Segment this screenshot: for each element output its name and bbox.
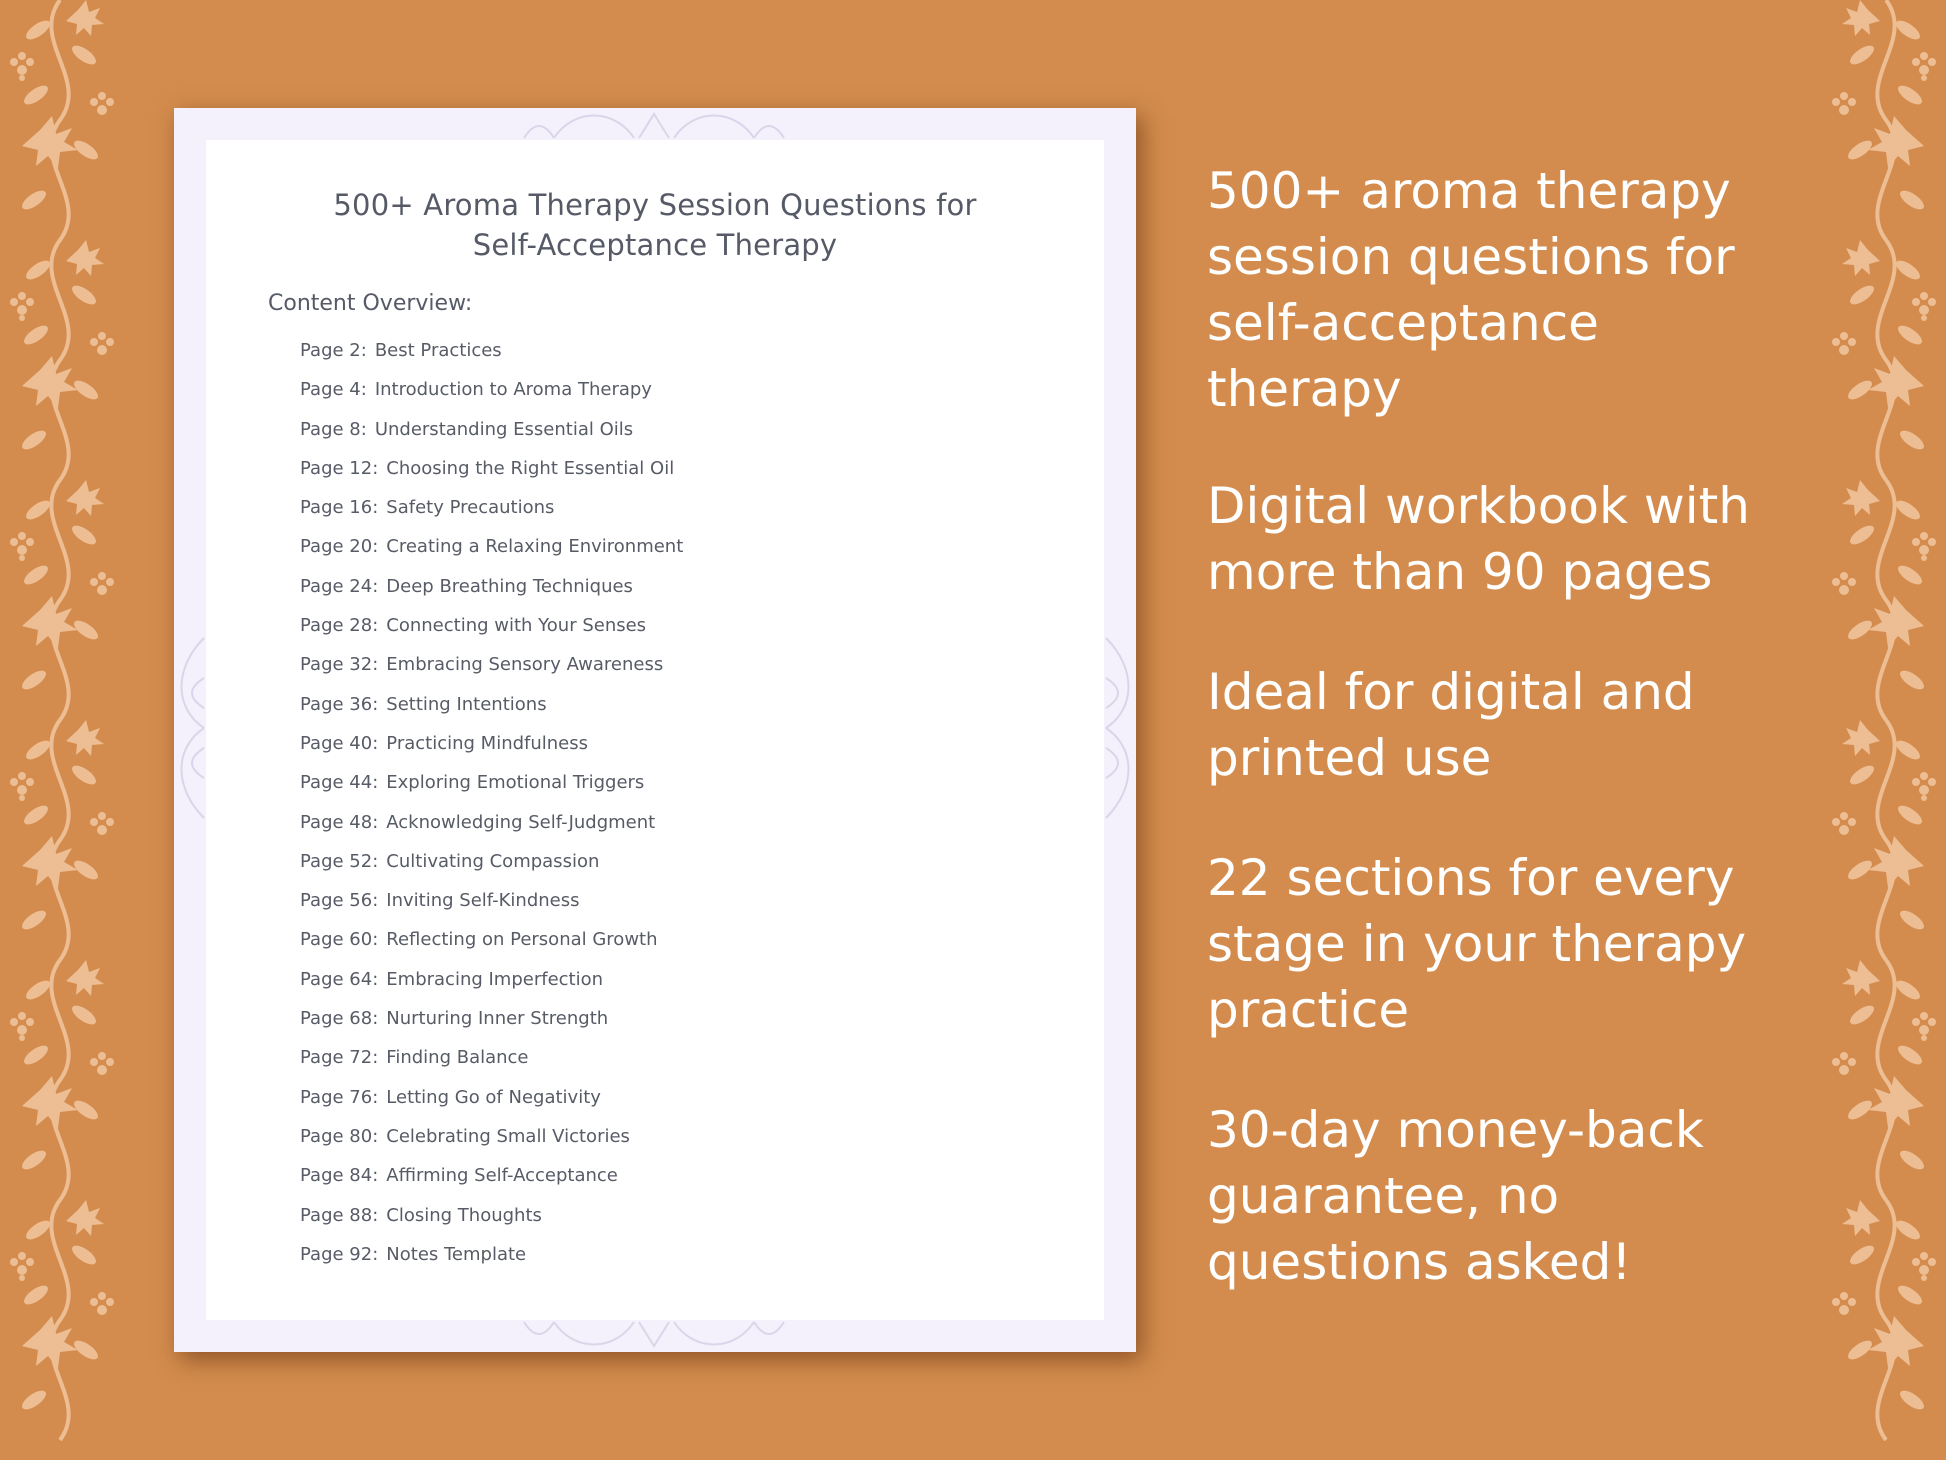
- toc-section-title: Inviting Self-Kindness: [386, 890, 580, 912]
- toc-section-title: Setting Intentions: [386, 693, 547, 715]
- toc-page-number: Page 8:: [300, 418, 367, 440]
- toc-page-number: Page 80:: [300, 1125, 379, 1147]
- toc-section-title: Cultivating Compassion: [386, 850, 600, 872]
- toc-page-number: Page 52:: [300, 850, 379, 872]
- toc-page-number: Page 60:: [300, 929, 379, 951]
- toc-entry: [300, 576, 683, 615]
- toc-entry: [300, 1087, 683, 1126]
- table-of-contents: [300, 340, 683, 1283]
- feature-item: Digital workbook with more than 90 pages: [1207, 477, 1750, 601]
- toc-page-number: Page 72:: [300, 1047, 379, 1069]
- toc-page-number: Page 56:: [300, 890, 379, 912]
- feature-item: 500+ aroma therapy session questions for self-acceptance therapy: [1207, 162, 1735, 418]
- toc-entry: [300, 1205, 683, 1244]
- toc-page-number: Page 92:: [300, 1243, 379, 1265]
- toc-entry: [300, 1008, 683, 1047]
- toc-entry: [300, 929, 683, 968]
- toc-page-number: Page 44:: [300, 772, 379, 794]
- toc-section-title: Reflecting on Personal Growth: [386, 929, 658, 951]
- toc-entry: [300, 1244, 683, 1283]
- workbook-page-preview: [174, 108, 1136, 1352]
- toc-page-number: Page 20:: [300, 536, 379, 558]
- toc-entry: [300, 969, 683, 1008]
- document-title-line-2: Self-Acceptance Therapy: [472, 228, 838, 262]
- toc-section-title: Practicing Mindfulness: [386, 732, 589, 754]
- toc-section-title: Notes Template: [386, 1243, 527, 1265]
- toc-entry: [300, 694, 683, 733]
- toc-entry: [300, 812, 683, 851]
- toc-section-title: Best Practices: [374, 340, 502, 361]
- toc-entry: [300, 1047, 683, 1086]
- toc-page-number: Page 36:: [300, 693, 379, 715]
- toc-page-number: Page 84:: [300, 1165, 379, 1187]
- mandala-top-icon: [514, 108, 794, 140]
- toc-entry: [300, 458, 683, 497]
- toc-entry: [300, 890, 683, 929]
- toc-page-number: Page 68:: [300, 1008, 379, 1030]
- toc-entry: [300, 340, 683, 379]
- toc-entry: [300, 536, 683, 575]
- mandala-bottom-icon: [514, 1320, 794, 1352]
- toc-page-number: Page 48:: [300, 811, 379, 833]
- toc-page-number: Page 76:: [300, 1086, 379, 1108]
- toc-entry: [300, 772, 683, 811]
- toc-section-title: Choosing the Right Essential Oil: [386, 457, 675, 479]
- toc-section-title: Acknowledging Self-Judgment: [386, 811, 656, 833]
- page-content: [206, 140, 1104, 1320]
- toc-entry: [300, 1165, 683, 1204]
- mandala-left-icon: [174, 618, 206, 838]
- toc-page-number: Page 40:: [300, 732, 379, 754]
- floral-vine-left-icon: [0, 0, 135, 1460]
- toc-page-number: Page 28:: [300, 615, 379, 637]
- toc-section-title: Closing Thoughts: [386, 1204, 542, 1226]
- toc-entry: [300, 615, 683, 654]
- toc-section-title: Embracing Sensory Awareness: [386, 654, 664, 676]
- toc-entry: [300, 851, 683, 890]
- toc-page-number: Page 88:: [300, 1204, 379, 1226]
- feature-list: [1207, 158, 1807, 1351]
- document-title: [206, 185, 1104, 265]
- feature-item: Ideal for digital and printed use: [1207, 663, 1695, 787]
- feature-item: 22 sections for every stage in your therapy practice: [1207, 849, 1747, 1039]
- toc-section-title: Celebrating Small Victories: [386, 1125, 630, 1147]
- toc-entry: [300, 654, 683, 693]
- floral-vine-right-icon: [1811, 0, 1946, 1460]
- toc-section-title: Creating a Relaxing Environment: [386, 536, 684, 558]
- document-title-line-1: 500+ Aroma Therapy Session Questions for: [333, 188, 977, 222]
- toc-page-number: Page 32:: [300, 654, 379, 676]
- toc-section-title: Deep Breathing Techniques: [386, 575, 633, 597]
- toc-entry: [300, 419, 683, 458]
- toc-page-number: Page 64:: [300, 968, 379, 990]
- toc-section-title: Affirming Self-Acceptance: [386, 1165, 618, 1187]
- toc-section-title: Connecting with Your Senses: [386, 615, 647, 637]
- mandala-right-icon: [1104, 618, 1136, 838]
- toc-page-number: Page 12:: [300, 457, 379, 479]
- toc-section-title: Exploring Emotional Triggers: [386, 772, 645, 794]
- toc-section-title: Finding Balance: [386, 1047, 529, 1069]
- toc-section-title: Letting Go of Negativity: [386, 1086, 601, 1108]
- toc-page-number: Page 4:: [300, 379, 367, 401]
- toc-page-number: Page 24:: [300, 575, 379, 597]
- toc-entry: [300, 497, 683, 536]
- feature-item: 30-day money-back guarantee, no questions asked!: [1207, 1101, 1704, 1291]
- toc-entry: [300, 1126, 683, 1165]
- toc-page-number: Page 16:: [300, 497, 379, 519]
- content-overview-label: Content Overview:: [268, 291, 473, 316]
- toc-section-title: Understanding Essential Oils: [374, 418, 634, 440]
- toc-section-title: Embracing Imperfection: [386, 968, 604, 990]
- toc-page-number: Page 2:: [300, 340, 367, 361]
- toc-section-title: Nurturing Inner Strength: [386, 1008, 609, 1030]
- toc-section-title: Introduction to Aroma Therapy: [374, 379, 652, 401]
- toc-entry: [300, 379, 683, 418]
- toc-section-title: Safety Precautions: [386, 497, 555, 519]
- toc-entry: [300, 733, 683, 772]
